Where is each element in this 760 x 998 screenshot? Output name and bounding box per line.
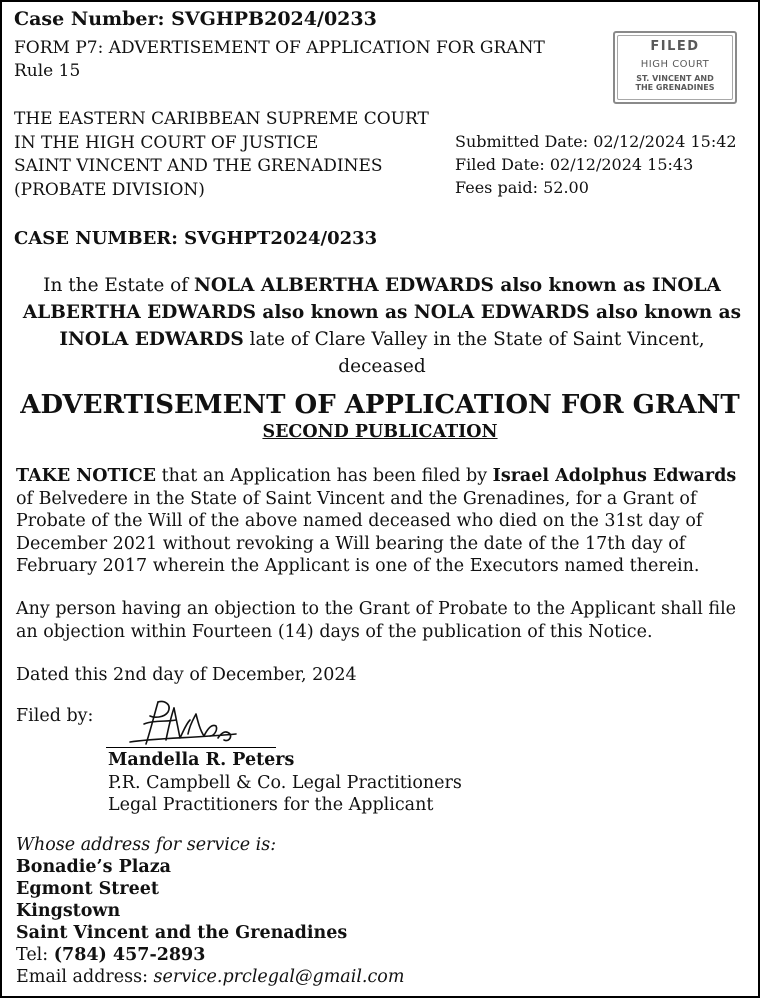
stamp-filed-text: FILED: [650, 39, 700, 54]
rule-number: Rule 15: [14, 61, 81, 81]
signer-block: [108, 749, 462, 817]
court-line-2: IN THE HIGH COURT OF JUSTICE: [14, 132, 319, 153]
signer-role: Legal Practitioners for the Applicant: [108, 795, 434, 815]
objection-paragraph: Any person having an objection to the Grant of Probate to the Applicant shall file an objection within Fourteen (14) days of the publication of this Notice.: [16, 599, 737, 642]
notice-subtitle: SECOND PUBLICATION: [262, 422, 498, 442]
estate-statement: [14, 272, 750, 380]
court-line-1: THE EASTERN CARIBBEAN SUPREME COURT: [14, 109, 429, 129]
stamp-country-text: [615, 74, 735, 92]
notice-text-2: of Belvedere in the State of Saint Vincent and the Grenadines, for a Grant of Probate of the Will of the above named deceased who died on the 31st day of December 2021 without revoking a Will bearing the date of the 17th day of February 2017 wherein the Applicant is one of the Executors named therein.: [16, 488, 703, 576]
take-notice-lead: TAKE NOTICE: [16, 466, 156, 486]
filing-info: [455, 130, 737, 199]
email-address: service.prclegal@gmail.com: [153, 967, 405, 987]
estate-suffix: late of Clare Valley in the State of Saint Vincent, deceased: [243, 329, 705, 377]
email-label: Email address:: [16, 967, 154, 987]
signature-line: [106, 747, 276, 748]
dated-line: Dated this 2nd day of December, 2024: [16, 665, 357, 685]
signer-firm: P.R. Campbell & Co. Legal Practitioners: [108, 772, 462, 793]
signature-image: [124, 694, 244, 750]
telephone-line: [16, 944, 404, 966]
telephone-label: Tel:: [16, 945, 54, 965]
take-notice-paragraph: [16, 465, 750, 578]
submitted-date: Submitted Date: 02/12/2024 15:42: [455, 132, 737, 151]
address-line-3: Kingstown: [16, 901, 121, 921]
notice-text-1: that an Application has been filed by: [156, 466, 493, 486]
estate-prefix: In the Estate of: [43, 275, 195, 296]
case-number: CASE NUMBER: SVGHPT2024/0233: [14, 228, 378, 249]
filed-by-label: Filed by:: [16, 706, 94, 726]
court-heading: [14, 108, 429, 202]
stamp-country-line2: THE GRENADINES: [635, 83, 715, 92]
email-line: [16, 966, 404, 988]
fees-paid: Fees paid: 52.00: [455, 178, 589, 197]
service-intro: Whose address for service is:: [16, 835, 277, 855]
filed-date: Filed Date: 02/12/2024 15:43: [455, 155, 694, 174]
address-line-2: Egmont Street: [16, 879, 159, 899]
form-title: FORM P7: ADVERTISEMENT OF APPLICATION FOR GRANT: [14, 38, 545, 58]
stamp-court-text: HIGH COURT: [640, 59, 710, 70]
deceased-names: NOLA ALBERTHA EDWARDS also known as INOLA ALBERTHA EDWARDS also known as NOLA EDWARDS also known as INOLA EDWARDS: [22, 275, 742, 350]
telephone-number: (784) 457-2893: [53, 945, 206, 965]
signer-name: Mandella R. Peters: [108, 750, 295, 770]
applicant-name: Israel Adolphus Edwards: [492, 466, 737, 486]
case-number-header: Case Number: SVGHPB2024/0233: [14, 8, 377, 30]
address-line-1: Bonadie’s Plaza: [16, 857, 172, 877]
service-address: [16, 834, 404, 988]
address-line-4: Saint Vincent and the Grenadines: [16, 923, 348, 943]
notice-title: ADVERTISEMENT OF APPLICATION FOR GRANT: [20, 390, 740, 420]
court-line-4: (PROBATE DIVISION): [14, 179, 205, 200]
court-line-3: SAINT VINCENT AND THE GRENADINES: [14, 156, 383, 176]
stamp-country-line1: ST. VINCENT AND: [636, 74, 714, 83]
filed-stamp: [613, 31, 737, 104]
